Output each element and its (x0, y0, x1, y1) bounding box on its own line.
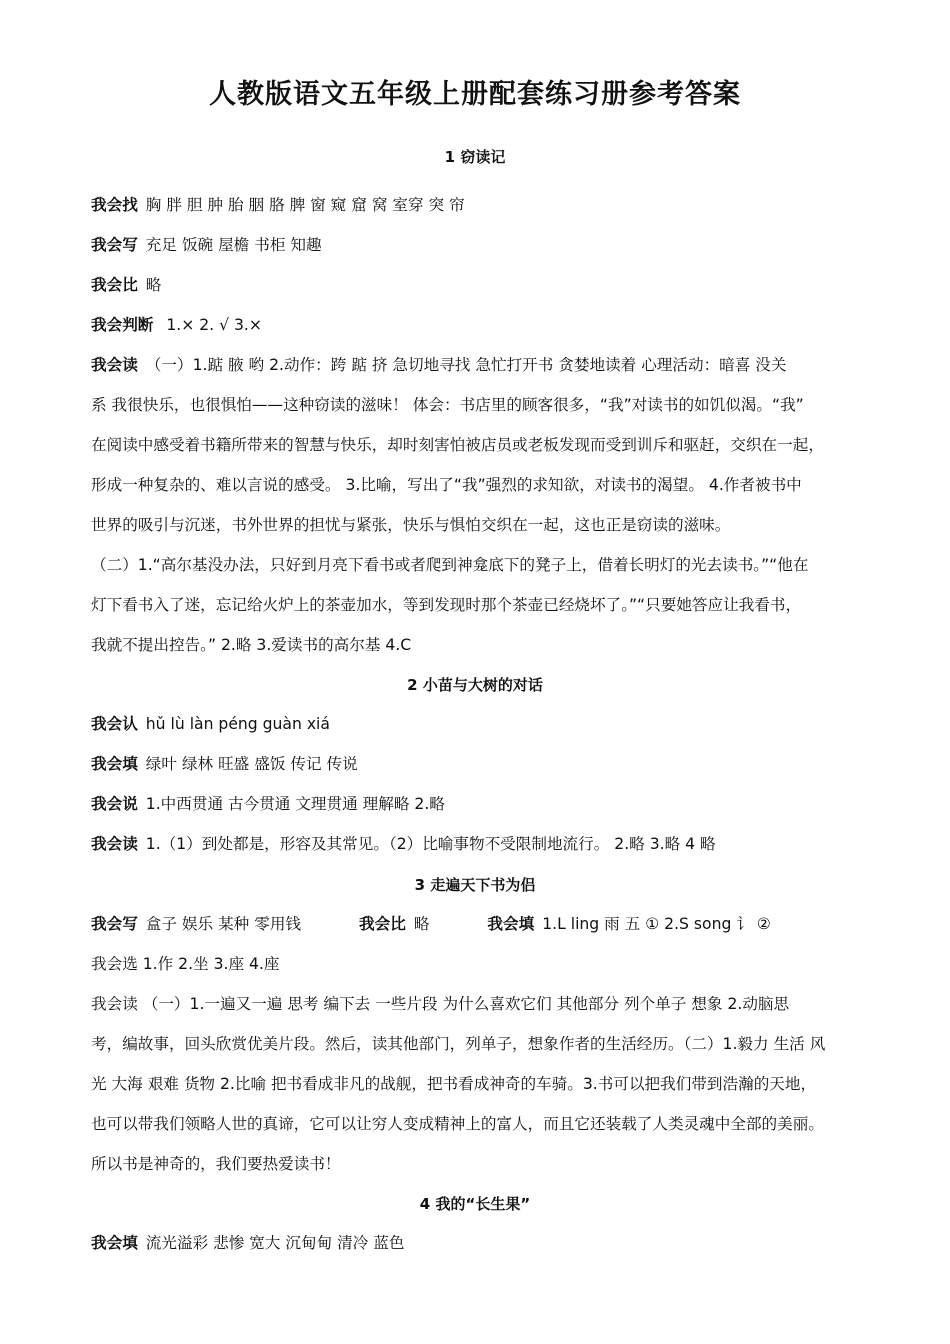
answer-text: hǔ lù làn péng guàn xiá (145, 715, 330, 733)
section-heading: 3 走遍天下书为侣 (414, 876, 536, 894)
answer-label: 我会读 (91, 835, 138, 853)
answer-line (91, 194, 881, 216)
answer-line (91, 1232, 881, 1254)
answer-label: 我会找 (91, 196, 138, 214)
answer-label: 我会读 (91, 356, 138, 374)
section-heading: 1 窃读记 (444, 148, 506, 166)
answer-line: 也可以带我们领略人世的真谛，它可以让穷人变成精神上的富人，而且它还装载了人类灵魂中全部的美丽。 (91, 1115, 824, 1133)
section-heading: 2 小苗与大树的对话 (407, 676, 543, 694)
document-title: 人教版语文五年级上册配套练习册参考答案 (209, 79, 741, 110)
answer-label: 我会写 (91, 915, 138, 933)
answer-label: 我会判断 (91, 316, 154, 334)
answer-text: （一）1.踮 腋 哟 2.动作：跨 踮 挤 急切地寻找 急忙打开书 贪婪地读着 心理活动：暗喜 没关 (145, 356, 787, 374)
answer-line: 形成一种复杂的、难以言说的感受。 3.比喻，写出了“我”强烈的求知欲，对读书的渴望。 4.作者被书中 (91, 476, 802, 494)
answer-line: 我就不提出控告。” 2.略 3.爱读书的高尔基 4.C (91, 636, 412, 654)
answer-line: 世界的吸引与沉迷，书外世界的担忧与紧张，快乐与惧怕交织在一起，这也正是窃读的滋味。 (91, 516, 731, 534)
answer-text: 1.L ling 雨 五 ① 2.S song 讠 ② (542, 915, 771, 933)
answer-text: 流光溢彩 悲惨 宽大 沉甸甸 清冷 蓝色 (145, 1234, 405, 1252)
answer-line (91, 234, 881, 256)
answer-text: 绿叶 绿林 旺盛 盛饭 传记 传说 (145, 755, 358, 773)
answer-line (91, 833, 881, 855)
answer-text: 1.× 2. √ 3.× (161, 316, 262, 334)
answer-line (91, 314, 881, 336)
answer-line: （二）1.“高尔基没办法，只好到月亮下看书或者爬到神龛底下的凳子上，借着长明灯的光去读书。”“他在 (91, 556, 809, 574)
answer-text: 充足 饭碗 屋檐 书柜 知趣 (145, 236, 322, 254)
answer-text: 盒子 娱乐 某种 零用钱 (145, 915, 302, 933)
answer-line: 系 我很快乐，也很惧怕——这种窃读的滋味！ 体会：书店里的顾客很多，“我”对读书的如饥似渴。“我” (91, 396, 804, 414)
answer-label: 我会填 (91, 1234, 138, 1252)
answer-label: 我会认 (91, 715, 138, 733)
answer-line (91, 274, 881, 296)
answer-line: 我会读 （一）1.一遍又一遍 思考 编下去 一些片段 为什么喜欢它们 其他部分 列个单子 想象 2.动脑思 (91, 995, 790, 1013)
answer-line: 我会选 1.作 2.坐 3.座 4.座 (91, 955, 280, 973)
answer-line (91, 793, 881, 815)
answer-line: 光 大海 艰难 货物 2.比喻 把书看成非凡的战舰，把书看成神奇的车骑。3.书可以把我们带到浩瀚的天地， (91, 1075, 817, 1093)
answer-text: 略 (145, 276, 162, 294)
answer-label: 我会比 (359, 915, 406, 933)
answer-line: 所以书是神奇的，我们要热爱读书！ (91, 1155, 341, 1173)
answer-text: 1.（1）到处都是，形容及其常见。（2）比喻事物不受限制地流行。 2.略 3.略 4 略 (145, 835, 716, 853)
answer-label: 我会比 (91, 276, 138, 294)
answer-line (91, 354, 881, 376)
answer-text: 1.中西贯通 古今贯通 文理贯通 理解略 2.略 (145, 795, 445, 813)
answer-line (91, 713, 881, 735)
answer-text: 胸 胖 胆 肿 胎 胭 胳 脾 窗 窥 窟 窝 室穿 突 帘 (145, 196, 465, 214)
answer-label: 我会填 (91, 755, 138, 773)
answer-line: 灯下看书入了迷，忘记给火炉上的茶壶加水，等到发现时那个茶壶已经烧坏了。”“只要她答应让我看书， (91, 596, 802, 614)
answer-label: 我会填 (487, 915, 535, 933)
answer-label: 我会写 (91, 236, 138, 254)
section-heading: 4 我的“长生果” (419, 1195, 531, 1213)
answer-line: 考，编故事，回头欣赏优美片段。然后，读其他部门，列单子，想象作者的生活经历。（二）1.毅力 生活 风 (91, 1035, 826, 1053)
answer-line: 在阅读中感受着书籍所带来的智慧与快乐，却时刻害怕被店员或老板发现而受到训斥和驱赶，交织在一起， (91, 436, 824, 454)
answer-line (91, 753, 881, 775)
answer-row (91, 913, 881, 935)
answer-text: 略 (413, 915, 430, 933)
answer-label: 我会说 (91, 795, 138, 813)
